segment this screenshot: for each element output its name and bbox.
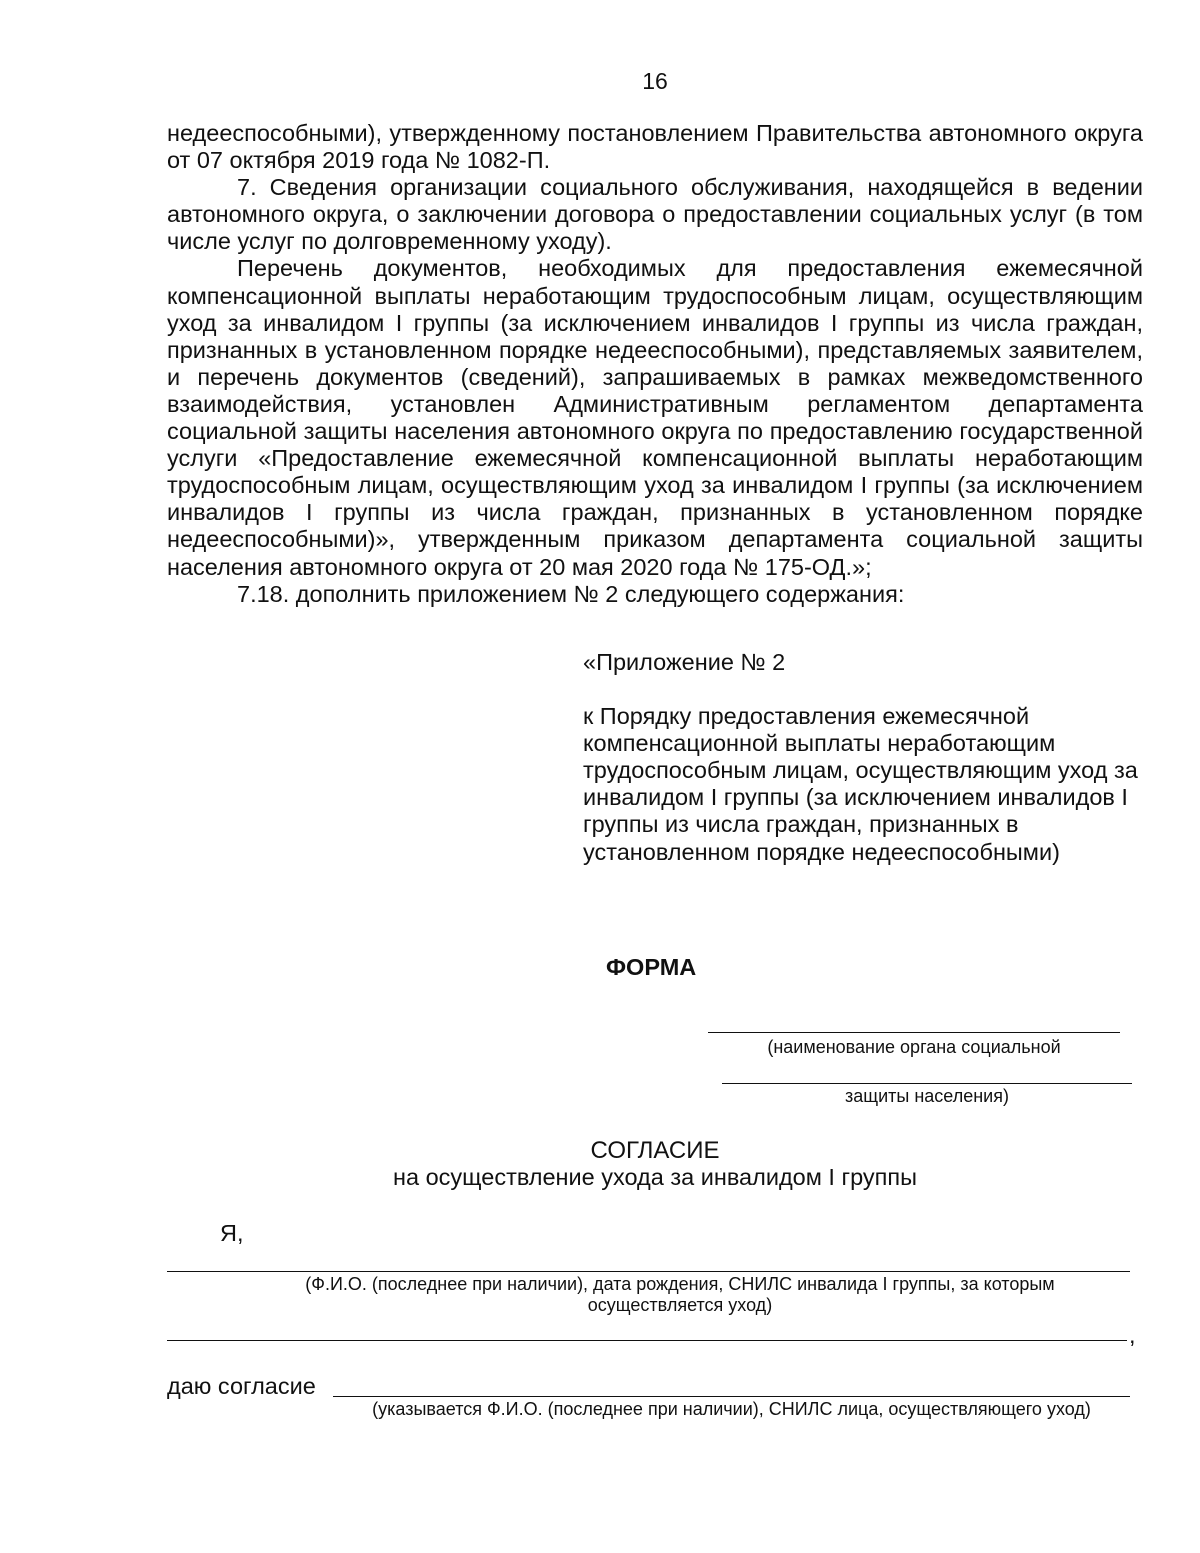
addressee-line-1 — [708, 1032, 1120, 1033]
give-consent-label: даю согласие — [167, 1373, 316, 1399]
person-caption: (Ф.И.О. (последнее при наличии), дата рождения, СНИЛС инвалида I группы, за которым осуществляется уход) — [305, 1274, 1055, 1315]
consent-title: СОГЛАСИЕ — [590, 1137, 720, 1164]
line-comma: , — [1129, 1322, 1136, 1348]
addressee-line-2 — [722, 1083, 1132, 1084]
page-number: 16 — [642, 68, 668, 94]
paragraph-item-7: 7. Сведения организации социального обслуживания, находящейся в ведении автономного округа, о заключении договора о предоставлении социальных услуг (в том числе услуг по долговременному уходу). — [167, 174, 1143, 255]
i-label: Я, — [220, 1220, 244, 1246]
addressee-caption-1: (наименование органа социальной — [767, 1037, 1061, 1057]
appendix-header — [583, 649, 1153, 866]
paragraph-continuation: недееспособными), утвержденному постановлением Правительства автономного округа от 07 октября 2019 года № 1082-П. — [167, 120, 1143, 174]
body-text — [167, 120, 1143, 608]
form-label: ФОРМА — [606, 954, 697, 980]
person-line-1 — [167, 1271, 1130, 1272]
appendix-title: «Приложение № 2 — [583, 649, 786, 675]
carer-line — [333, 1396, 1130, 1397]
addressee-caption-2: защиты населения) — [845, 1086, 1009, 1106]
carer-caption: (указывается Ф.И.О. (последнее при наличии), СНИЛС лица, осуществляющего уход) — [372, 1399, 1091, 1419]
paragraph-documents-list: Перечень документов, необходимых для предоставления ежемесячной компенсационной выплаты неработающим трудоспособным лицам, осуществляющим уход за инвалидом I группы (за исключением инвалидов I группы из числа граждан, признанных в установленном порядке недееспособными), представляемых заявителем, и перечень документов (сведений), запрашиваемых в рамках межведомственного взаимодействия, установлен Административным регламентом департамента социальной защиты населения автономного округа по предоставлению государственной услуги «Предоставление ежемесячной компенсационной выплаты неработающим трудоспособным лицам, осуществляющим уход за инвалидом I группы (за исключением инвалидов I группы из числа граждан, признанных в установленном порядке недееспособными)», утвержденным приказом департамента социальной защиты населения автономного округа от 20 мая 2020 года № 175-ОД.»; — [167, 255, 1143, 580]
consent-subtitle: на осуществление ухода за инвалидом I группы — [393, 1164, 917, 1190]
person-line-2 — [167, 1340, 1127, 1341]
appendix-reference: к Порядку предоставления ежемесячной компенсационной выплаты неработающим трудоспособным лицам, осуществляющим уход за инвалидом I группы (за исключением инвалидов I группы из числа граждан, признанных в установленном порядке недееспособными) — [583, 703, 1138, 865]
paragraph-amendment-7-18: 7.18. дополнить приложением № 2 следующего содержания: — [237, 580, 905, 607]
